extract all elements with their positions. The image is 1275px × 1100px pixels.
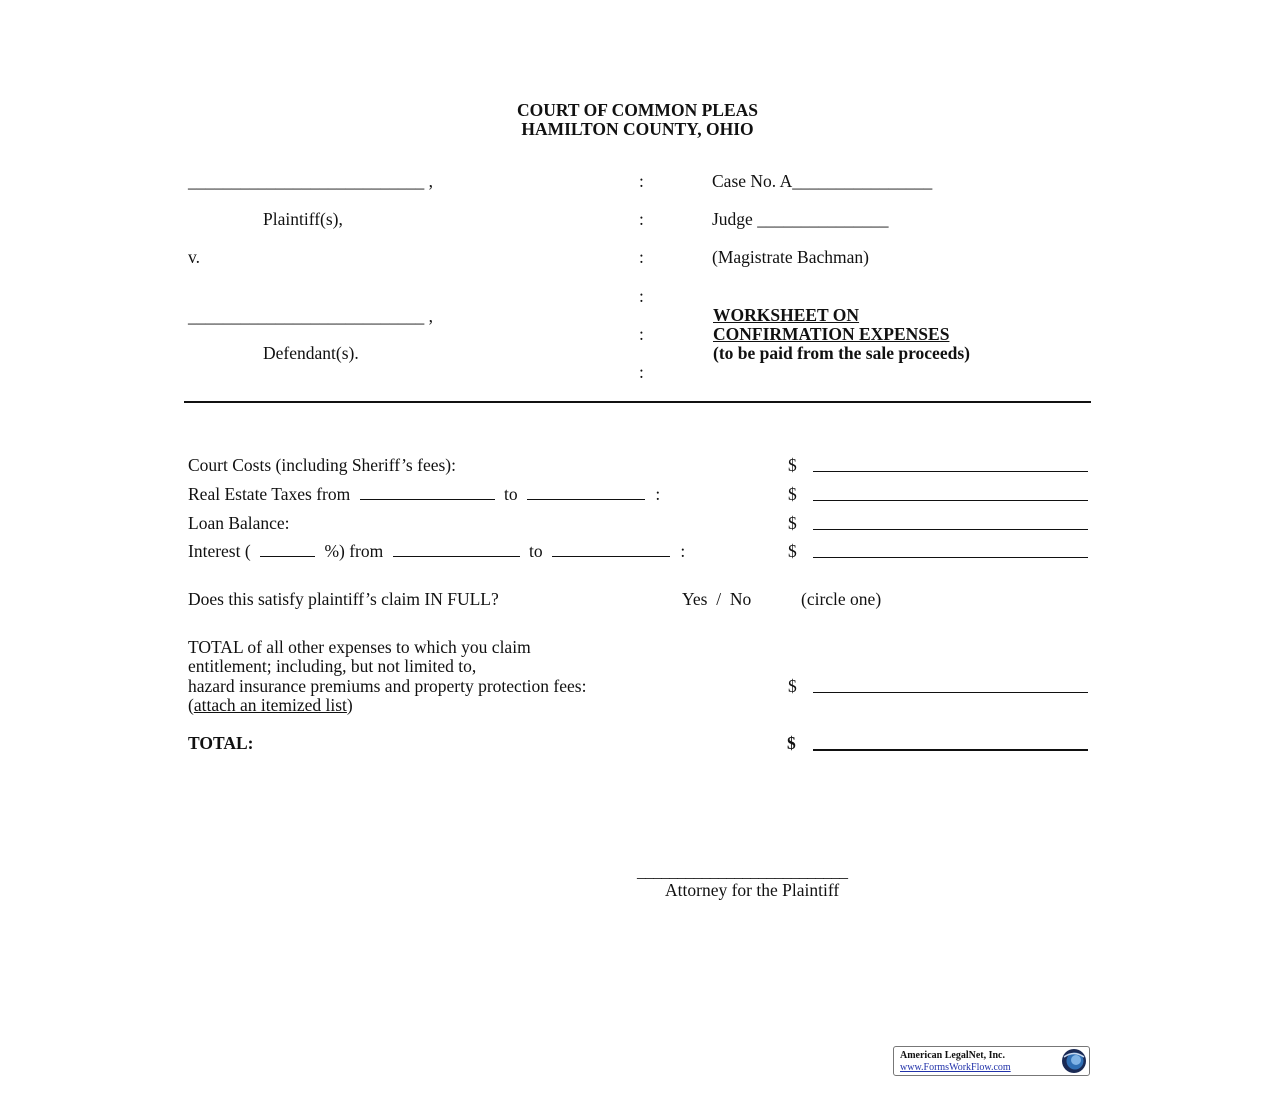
loan-balance-label: Loan Balance:	[188, 513, 290, 533]
logo-company-name: American LegalNet, Inc.	[900, 1050, 1005, 1061]
court-title: COURT OF COMMON PLEAS	[517, 100, 758, 120]
judge-line: Judge _______________	[712, 209, 889, 229]
caption-colon: :	[639, 171, 644, 191]
magistrate-label: (Magistrate Bachman)	[712, 247, 869, 267]
attach-list-text: attach an itemized list	[193, 695, 347, 715]
dollar-sign: $	[788, 513, 797, 533]
defendant-name-blank: ___________________________ ,	[188, 306, 433, 326]
interest-from-blank	[393, 542, 520, 557]
court-costs-label: Court Costs (including Sheriff’s fees):	[188, 455, 456, 475]
dollar-sign: $	[788, 541, 797, 561]
interest-from-label: %) from	[324, 541, 384, 561]
total-amount-line	[813, 749, 1088, 751]
interest-to-blank	[552, 542, 670, 557]
worksheet-title-line2: CONFIRMATION EXPENSES	[713, 324, 950, 344]
other-expenses-line1: TOTAL of all other expenses to which you claim	[188, 637, 531, 657]
colon: :	[655, 484, 661, 504]
caption-colon: :	[639, 247, 644, 267]
caption-colon: :	[639, 209, 644, 229]
plaintiff-label: Plaintiff(s),	[263, 209, 343, 229]
interest-rate-blank	[260, 542, 315, 557]
interest-row	[188, 541, 685, 561]
worksheet-title-line1: WORKSHEET ON	[713, 305, 860, 325]
claim-question: Does this satisfy plaintiff’s claim IN FULL?	[188, 589, 499, 609]
colon: :	[680, 541, 686, 561]
from-date-blank	[360, 485, 495, 500]
american-legalnet-logo[interactable]	[893, 1046, 1090, 1076]
real-estate-amount-line	[813, 500, 1088, 501]
county-title: HAMILTON COUNTY, OHIO	[521, 119, 754, 139]
to-label: to	[529, 541, 543, 561]
caption-colon: :	[639, 362, 644, 382]
other-expenses-line3: hazard insurance premiums and property protection fees:	[188, 676, 587, 696]
signature-line: __________________________	[637, 862, 848, 881]
real-estate-taxes-row	[188, 484, 660, 504]
plaintiff-name-blank: ___________________________ ,	[188, 171, 433, 191]
to-label: to	[503, 484, 518, 504]
logo-url-link[interactable]: www.FormsWorkFlow.com	[900, 1062, 1011, 1073]
other-expenses-line2: entitlement; including, but not limited to,	[188, 656, 477, 676]
to-date-blank	[527, 485, 645, 500]
defendant-label: Defendant(s).	[263, 343, 359, 363]
interest-label: Interest (	[188, 541, 251, 561]
dollar-sign: $	[788, 676, 797, 696]
real-estate-taxes-label: Real Estate Taxes from	[188, 484, 351, 504]
paren-open: (	[188, 695, 194, 715]
circle-one-instruction: (circle one)	[801, 589, 882, 609]
caption-colon: :	[639, 324, 644, 344]
caption-divider	[184, 401, 1091, 403]
total-dollar-sign: $	[787, 733, 796, 753]
versus-label: v.	[188, 247, 200, 267]
globe-icon	[1061, 1048, 1087, 1074]
court-costs-amount-line	[813, 471, 1088, 472]
worksheet-subtitle: (to be paid from the sale proceeds)	[713, 343, 970, 363]
caption-colon: :	[639, 286, 644, 306]
signature-label: Attorney for the Plaintiff	[665, 880, 840, 900]
case-number: Case No. A________________	[712, 171, 933, 191]
paren-close: )	[346, 695, 353, 715]
attach-itemized-list	[188, 695, 353, 715]
loan-balance-amount-line	[813, 529, 1088, 530]
interest-amount-line	[813, 557, 1088, 558]
dollar-sign: $	[788, 455, 797, 475]
dollar-sign: $	[788, 484, 797, 504]
yes-no-options: Yes / No	[682, 589, 752, 609]
other-expenses-amount-line	[813, 692, 1088, 693]
total-label: TOTAL:	[188, 733, 254, 753]
